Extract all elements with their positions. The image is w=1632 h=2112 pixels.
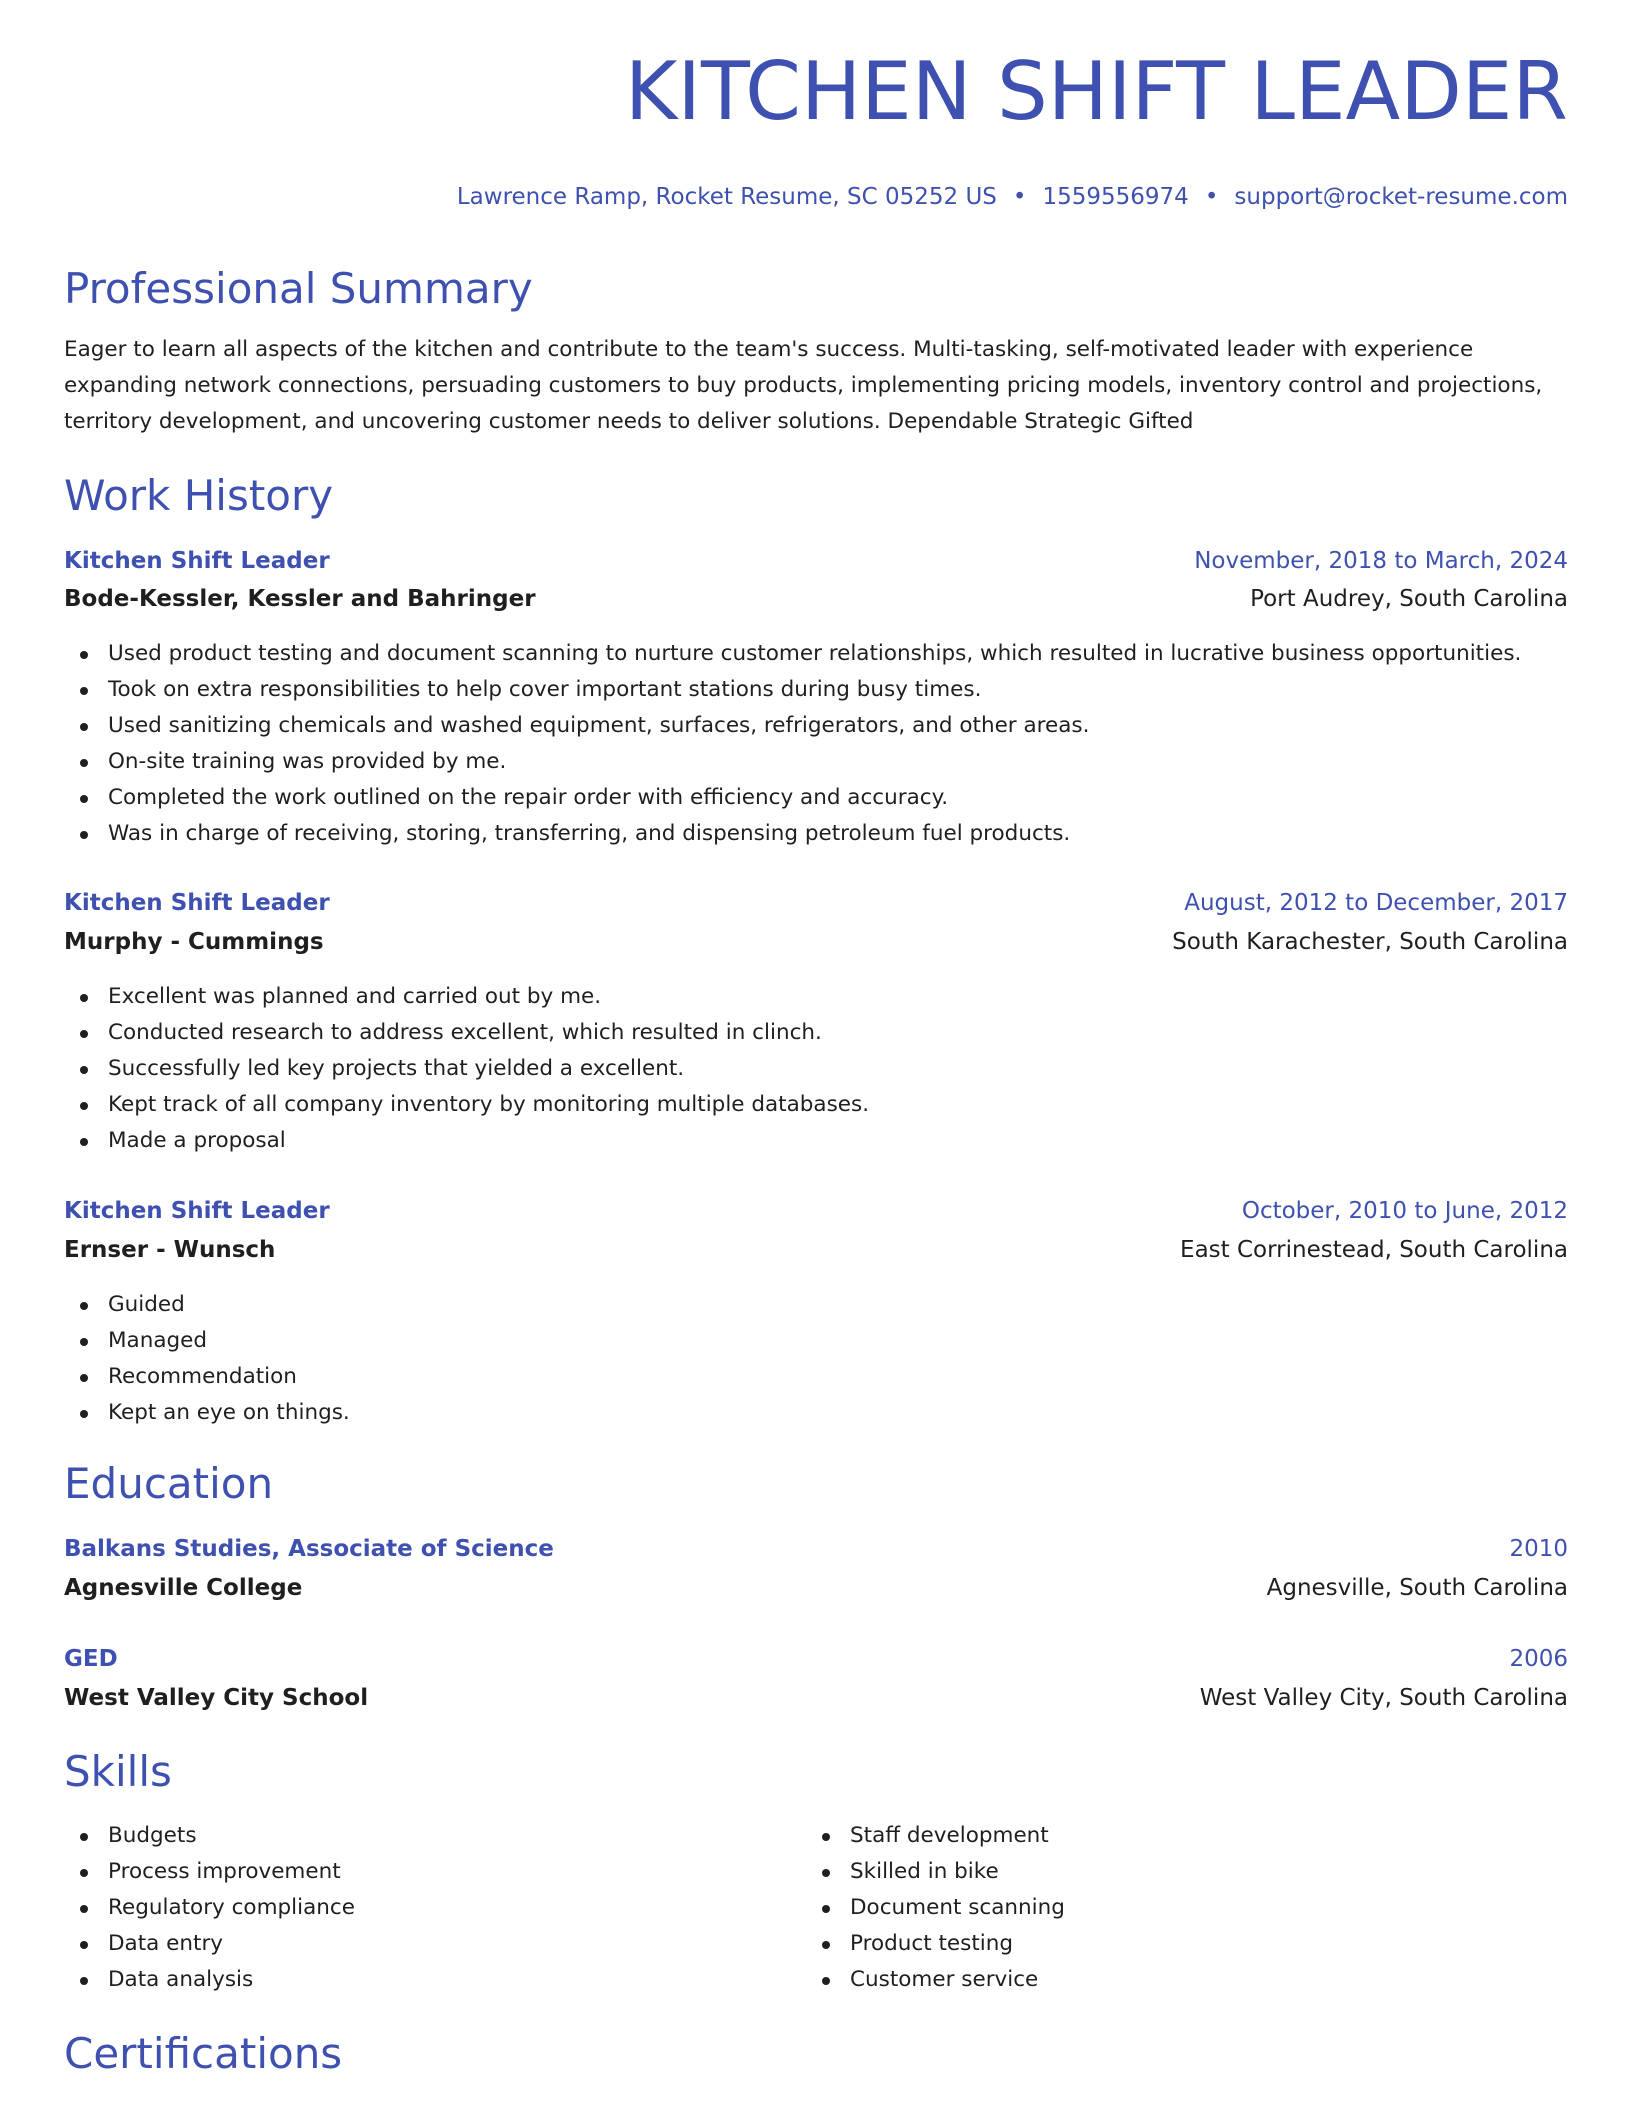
- section-heading-education: Education: [64, 1459, 274, 1508]
- list-item: Kept track of all company inventory by monitoring multiple databases.: [64, 1087, 1568, 1123]
- job-dates: October, 2010 to June, 2012: [1241, 1198, 1568, 1224]
- job-dates: August, 2012 to December, 2017: [1184, 890, 1568, 916]
- contact-phone[interactable]: 1559556974: [1042, 184, 1189, 210]
- job-header: [64, 1194, 1568, 1228]
- list-item: Conducted research to address excellent, which resulted in clinch.: [64, 1015, 1568, 1051]
- job-title: Kitchen Shift Leader: [64, 1198, 330, 1224]
- section-heading-work-history: Work History: [64, 471, 334, 520]
- skill-item: Product testing: [806, 1926, 1506, 1962]
- job-company: Ernser - Wunsch: [64, 1237, 276, 1263]
- section-heading-certifications: Certifications: [64, 2029, 343, 2078]
- list-item: Was in charge of receiving, storing, transferring, and dispensing petroleum fuel products.: [64, 816, 1568, 852]
- education-subheader: [64, 1571, 1568, 1605]
- skill-item: Customer service: [806, 1962, 1506, 1998]
- education-location: Agnesville, South Carolina: [1266, 1575, 1568, 1601]
- skill-item: Regulatory compliance: [64, 1890, 764, 1926]
- job-bullets: [64, 636, 1568, 852]
- list-item: Took on extra responsibilities to help cover important stations during busy times.: [64, 672, 1568, 708]
- skills-list-left: [64, 1818, 764, 1998]
- section-heading-skills: Skills: [64, 1747, 172, 1796]
- job-location: South Karachester, South Carolina: [1172, 929, 1568, 955]
- skill-item: Process improvement: [64, 1854, 764, 1890]
- job-title: Kitchen Shift Leader: [64, 548, 330, 574]
- resume-page: [64, 0, 1568, 2112]
- contact-separator: •: [1204, 184, 1219, 210]
- job-header: [64, 544, 1568, 578]
- list-item: Recommendation: [64, 1359, 1568, 1395]
- job-header: [64, 886, 1568, 920]
- education-degree: Balkans Studies, Associate of Science: [64, 1536, 554, 1562]
- contact-address: Lawrence Ramp, Rocket Resume, SC 05252 US: [456, 184, 997, 210]
- list-item: Excellent was planned and carried out by me.: [64, 979, 1568, 1015]
- job-subheader: [64, 925, 1568, 959]
- education-school: West Valley City School: [64, 1685, 369, 1711]
- skill-item: Data entry: [64, 1926, 764, 1962]
- job-bullets: [64, 1287, 1568, 1431]
- skill-item: Skilled in bike: [806, 1854, 1506, 1890]
- education-location: West Valley City, South Carolina: [1199, 1685, 1568, 1711]
- job-subheader: [64, 1233, 1568, 1267]
- education-header: [64, 1532, 1568, 1566]
- skills-list-right: [806, 1818, 1506, 1998]
- skill-item: Staff development: [806, 1818, 1506, 1854]
- list-item: Kept an eye on things.: [64, 1395, 1568, 1431]
- list-item: Managed: [64, 1323, 1568, 1359]
- summary-text: Eager to learn all aspects of the kitchen and contribute to the team's success. Multi-tasking, self-motivated leader with experience expanding network connections, persuading customers to buy products, implementing pricing models, inventory control and projections, territory development, and uncovering customer needs to deliver solutions. Dependable Strategic Gifted: [64, 337, 1543, 434]
- job-company: Murphy - Cummings: [64, 929, 324, 955]
- list-item: Used product testing and document scanning to nurture customer relationships, which resulted in lucrative business opportunities.: [64, 636, 1568, 672]
- job-location: Port Audrey, South Carolina: [1250, 586, 1568, 612]
- job-bullets: [64, 979, 1568, 1159]
- education-subheader: [64, 1681, 1568, 1715]
- skill-item: Budgets: [64, 1818, 764, 1854]
- list-item: Used sanitizing chemicals and washed equipment, surfaces, refrigerators, and other areas.: [64, 708, 1568, 744]
- education-degree: GED: [64, 1646, 118, 1672]
- list-item: Completed the work outlined on the repair order with efficiency and accuracy.: [64, 780, 1568, 816]
- skill-item: Document scanning: [806, 1890, 1506, 1926]
- education-year: 2010: [1509, 1536, 1568, 1562]
- job-subheader: [64, 582, 1568, 616]
- section-heading-summary: Professional Summary: [64, 264, 533, 313]
- list-item: Successfully led key projects that yielded a excellent.: [64, 1051, 1568, 1087]
- job-title: Kitchen Shift Leader: [64, 890, 330, 916]
- contact-email[interactable]: support@rocket-resume.com: [1234, 184, 1568, 210]
- job-company: Bode-Kessler, Kessler and Bahringer: [64, 586, 536, 612]
- list-item: On-site training was provided by me.: [64, 744, 1568, 780]
- list-item: Made a proposal: [64, 1123, 1568, 1159]
- list-item: Guided: [64, 1287, 1568, 1323]
- contact-line: [457, 182, 1568, 212]
- education-school: Agnesville College: [64, 1575, 303, 1601]
- contact-separator: •: [1012, 184, 1027, 210]
- resume-title: KITCHEN SHIFT LEADER: [624, 45, 1568, 138]
- job-location: East Corrinestead, South Carolina: [1180, 1237, 1568, 1263]
- education-year: 2006: [1509, 1646, 1568, 1672]
- education-header: [64, 1642, 1568, 1676]
- job-dates: November, 2018 to March, 2024: [1194, 548, 1568, 574]
- skill-item: Data analysis: [64, 1962, 764, 1998]
